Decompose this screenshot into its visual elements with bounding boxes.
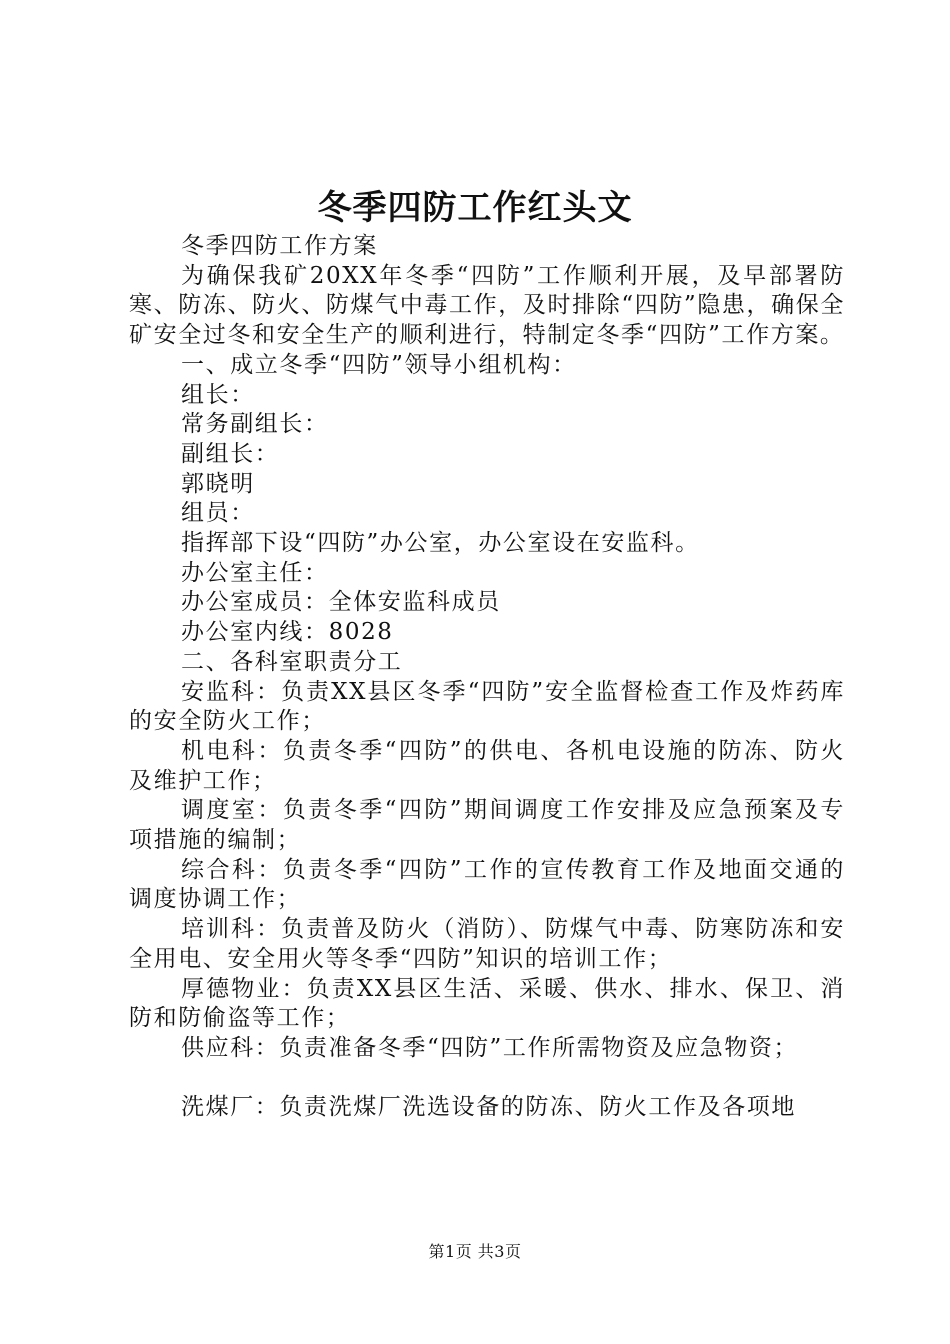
paragraph-leader: 组长： xyxy=(181,381,255,408)
paragraph-office-setup: 指挥部下设“四防”办公室，办公室设在安监科。 xyxy=(181,530,700,557)
paragraph-supply-dept: 供应科：负责准备冬季“四防”工作所需物资及应急物资； xyxy=(181,1034,799,1061)
paragraph-spacer xyxy=(129,1064,845,1094)
paragraph-executive-deputy: 常务副组长： xyxy=(181,411,329,438)
paragraph-members: 组员： xyxy=(181,500,255,527)
paragraph-office-members: 办公室成员：全体安监科成员 xyxy=(181,589,501,616)
paragraph-office-director: 办公室主任： xyxy=(181,559,329,586)
paragraph-safety-dept: 安监科：负责XX县区冬季“四防”安全监督检查工作及炸药库的安全防火工作； xyxy=(129,678,845,735)
paragraph-intro: 为确保我矿20XX年冬季“四防”工作顺利开展，及早部署防寒、防冻、防火、防煤气中毒工作，及时排除“四防”隐患，确保全矿安全过冬和安全生产的顺利进行，特制定冬季“四防”工作方案。 xyxy=(129,262,845,349)
document-title: 冬季四防工作红头文 xyxy=(317,188,633,228)
paragraph-property-mgmt: 厚德物业：负责XX县区生活、采暖、供水、排水、保卫、消防和防偷盗等工作； xyxy=(129,975,845,1032)
paragraph-person-name: 郭晓明 xyxy=(181,470,255,497)
paragraph-general-dept: 综合科：负责冬季“四防”工作的宣传教育工作及地面交通的调度协调工作； xyxy=(129,856,845,913)
paragraph-plan-title: 冬季四防工作方案 xyxy=(181,233,378,259)
paragraph-deputy-leader: 副组长： xyxy=(181,440,280,467)
document-body xyxy=(129,232,845,1123)
paragraph-dispatch-room: 调度室：负责冬季“四防”期间调度工作安排及应急预案及专项措施的编制； xyxy=(129,797,845,854)
paragraph-training-dept: 培训科：负责普及防火（消防）、防煤气中毒、防寒防冻和安全用电、安全用火等冬季“四防”知识的培训工作； xyxy=(129,916,845,972)
paragraph-section-two-heading: 二、各科室职责分工 xyxy=(181,648,403,675)
paragraph-electromechanical-dept: 机电科：负责冬季“四防”的供电、各机电设施的防冻、防火及维护工作； xyxy=(129,737,845,794)
page-footer: 第1页 共3页 xyxy=(428,1242,522,1261)
paragraph-coal-washing-plant: 洗煤厂：负责洗煤厂洗选设备的防冻、防火工作及各项地 xyxy=(181,1094,796,1121)
paragraph-office-extension: 办公室内线：8028 xyxy=(181,619,394,646)
paragraph-section-one-heading: 一、成立冬季“四防”领导小组机构： xyxy=(181,351,577,378)
